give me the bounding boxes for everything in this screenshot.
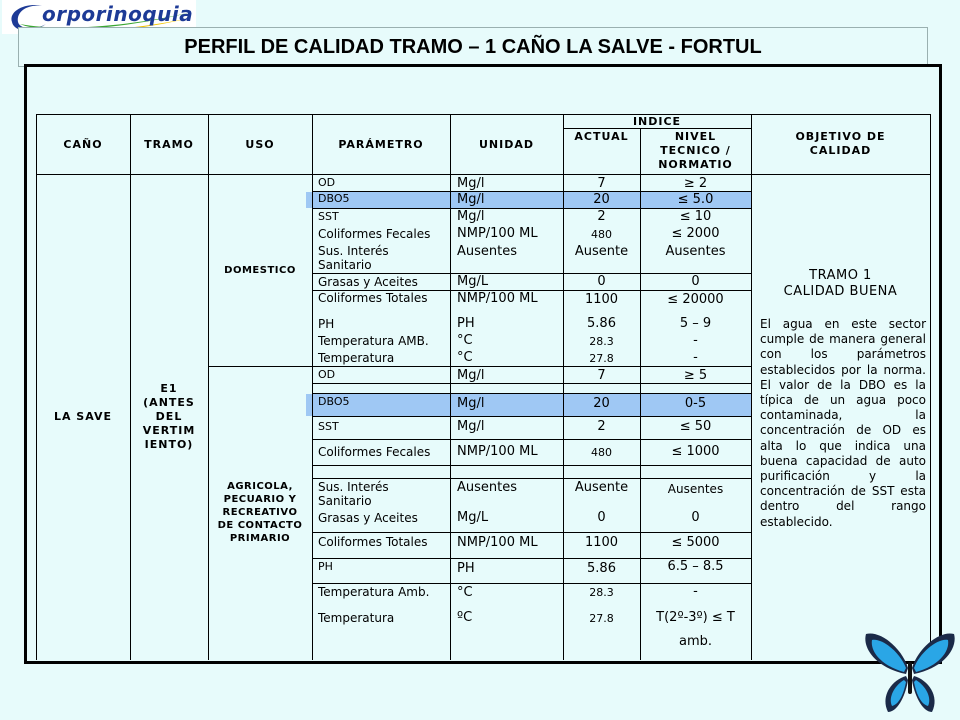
header-objetivo-line1: OBJETIVO DE	[795, 130, 886, 143]
uso-agricola-line: PRIMARIO	[229, 533, 291, 544]
header-nivel-line1: NIVEL	[674, 130, 717, 143]
param-cell: PH	[318, 317, 335, 331]
unidad-cell: °C	[457, 585, 473, 600]
uso-agricola-line: DE CONTACTO	[217, 520, 303, 531]
nivel-cell: T(2º-3º) ≤ T	[656, 610, 735, 625]
header-nivel-line2: TECNICO /	[660, 144, 731, 157]
header-indice: INDICE	[632, 115, 682, 128]
header-parametro: PARÁMETRO	[338, 138, 424, 151]
row-line	[312, 383, 751, 384]
param-cell: OD	[318, 368, 336, 381]
actual-cell: 2	[597, 419, 606, 434]
unidad-cell: NMP/100 ML	[457, 226, 538, 241]
param-cell: Temperatura Amb.	[318, 585, 430, 599]
nivel-cell: ≤ 2000	[671, 226, 720, 241]
unidad-cell: Mg/l	[457, 192, 485, 207]
nivel-cell: ≥ 2	[683, 176, 708, 191]
col-line	[930, 114, 931, 660]
param-cell-line2: Sanitario	[318, 258, 372, 272]
param-cell: Grasas y Aceites	[318, 275, 418, 289]
param-cell: Coliformes Totales	[318, 291, 428, 305]
objetivo-calidad: CALIDAD BUENA	[783, 284, 898, 299]
unidad-cell: NMP/100 ML	[457, 291, 538, 306]
nivel-cell: -	[693, 350, 698, 365]
header-uso: USO	[245, 138, 275, 151]
cano-value: LA SAVE	[53, 410, 113, 423]
col-line	[36, 114, 37, 660]
objetivo-tramo: TRAMO 1	[809, 268, 872, 283]
actual-cell: 1100	[584, 292, 619, 307]
param-cell: Sus. Interés	[318, 244, 389, 258]
actual-cell: 480	[591, 228, 612, 241]
param-cell: Sus. Interés	[318, 480, 389, 494]
unidad-cell: °C	[457, 350, 473, 365]
nivel-cell: Ausentes	[665, 244, 726, 259]
nivel-cell: ≥ 5	[683, 368, 708, 383]
header-actual: ACTUAL	[574, 130, 629, 143]
unidad-cell: °C	[457, 333, 473, 348]
nivel-cell: -	[693, 584, 698, 599]
param-cell: Temperatura AMB.	[318, 334, 429, 348]
param-cell: DBO5	[318, 395, 350, 408]
row-line	[312, 532, 751, 533]
nivel-cell: ≤ 1000	[671, 444, 720, 459]
actual-cell: 20	[593, 396, 610, 411]
col-line	[450, 114, 451, 660]
param-cell: Coliformes Fecales	[318, 227, 431, 241]
row-line	[312, 465, 751, 466]
actual-cell: 5.86	[587, 561, 616, 576]
header-nivel-line3: NORMATIO	[658, 158, 733, 171]
row-line	[312, 583, 751, 584]
nivel-cell: 6.5 – 8.5	[667, 559, 724, 574]
unidad-cell: Ausentes	[457, 244, 518, 259]
unidad-cell: Mg/l	[457, 176, 485, 191]
row-line	[36, 114, 931, 115]
nivel-cell: ≤ 20000	[667, 292, 724, 307]
nivel-cell: 5 – 9	[679, 316, 712, 331]
row-line	[312, 439, 751, 440]
unidad-cell: PH	[457, 316, 475, 331]
row-line	[312, 273, 751, 274]
param-cell: PH	[318, 560, 333, 573]
actual-cell: 480	[591, 446, 612, 459]
nivel-cell: 0	[691, 274, 700, 289]
uso-agricola-line: PECUARIO Y	[223, 494, 297, 505]
actual-cell: 7	[597, 368, 606, 383]
unidad-cell: Mg/l	[457, 209, 485, 224]
actual-cell: 20	[593, 192, 610, 207]
param-cell: SST	[318, 210, 339, 223]
uso-agricola-line: RECREATIVO	[222, 507, 298, 518]
param-cell: Temperatura	[318, 611, 395, 625]
param-cell: Coliformes Fecales	[318, 445, 431, 459]
actual-cell: Ausente	[574, 480, 629, 495]
param-cell: Coliformes Totales	[318, 535, 428, 549]
unidad-cell: Ausentes	[457, 480, 518, 495]
tramo-line: IENTO)	[144, 438, 194, 451]
header-cano: CAÑO	[63, 138, 103, 151]
butterfly-icon	[862, 628, 958, 718]
row-line	[312, 478, 751, 479]
header-objetivo-line2: CALIDAD	[809, 144, 872, 157]
unidad-cell: Mg/l	[457, 396, 485, 411]
nivel-cell: ≤ 50	[679, 419, 712, 434]
nivel-cell: 0	[691, 510, 700, 525]
uso-agricola-line: AGRICOLA,	[227, 481, 293, 492]
actual-cell: 28.3	[589, 335, 614, 348]
unidad-cell: Mg/l	[457, 419, 485, 434]
actual-cell: 1100	[584, 535, 619, 550]
header-tramo: TRAMO	[144, 138, 194, 151]
nivel-cell: ≤ 5.0	[677, 192, 714, 207]
actual-cell: 2	[597, 209, 606, 224]
nivel-cell: ≤ 5000	[671, 535, 720, 550]
row-line	[208, 366, 751, 367]
uso-domestico: DOMESTICO	[224, 265, 296, 276]
nivel-cell: 0-5	[684, 396, 707, 411]
unidad-cell: ºC	[457, 610, 473, 625]
param-cell: OD	[318, 176, 336, 189]
page-title: PERFIL DE CALIDAD TRAMO – 1 CAÑO LA SALVE - FORTUL	[184, 36, 762, 58]
actual-cell: 28.3	[589, 586, 614, 599]
unidad-cell: Mg/L	[457, 274, 489, 289]
col-line	[312, 114, 313, 660]
actual-cell: 5.86	[587, 316, 616, 331]
unidad-cell: Mg/L	[457, 510, 489, 525]
unidad-cell: Mg/l	[457, 368, 485, 383]
nivel-cell: ≤ 10	[679, 209, 712, 224]
param-cell-line2: Sanitario	[318, 494, 372, 508]
tramo-line: (ANTES	[143, 396, 195, 409]
tramo-line: E1	[160, 382, 178, 395]
unidad-cell: NMP/100 ML	[457, 444, 538, 459]
col-line	[208, 114, 209, 660]
row-line	[36, 174, 931, 175]
tramo-line: VERTIM	[142, 424, 196, 437]
actual-cell: 0	[597, 274, 606, 289]
col-line	[751, 114, 752, 660]
nivel-cell-line2: amb.	[678, 634, 712, 649]
title-box	[18, 27, 928, 67]
row-line	[312, 416, 751, 417]
header-unidad: UNIDAD	[478, 138, 534, 151]
unidad-cell: PH	[457, 561, 475, 576]
unidad-cell: NMP/100 ML	[457, 535, 538, 550]
row-line	[312, 393, 751, 394]
nivel-cell: -	[693, 333, 698, 348]
tramo-line: DEL	[155, 410, 183, 423]
actual-cell: 27.8	[589, 612, 614, 625]
param-cell: Grasas y Aceites	[318, 511, 418, 525]
objetivo-text: El agua en este sector cumple de manera general con los parámetros establecidos por la norma. El valor de la DBO es la típica de un agua poco contaminada, la concentración de OD es alta lo que indica una buena capacidad de auto purificación y la concentración de SST esta dentro del rango establecido.	[760, 317, 926, 529]
actual-cell: 7	[597, 176, 606, 191]
actual-cell: 0	[597, 510, 606, 525]
nivel-cell: Ausentes	[667, 482, 724, 496]
actual-cell: Ausente	[574, 244, 629, 259]
actual-cell: 27.8	[589, 352, 614, 365]
param-cell: DBO5	[318, 192, 350, 205]
param-cell: Temperatura	[318, 351, 395, 365]
param-cell: SST	[318, 420, 339, 433]
logo-text: orporinoquia	[42, 2, 194, 26]
